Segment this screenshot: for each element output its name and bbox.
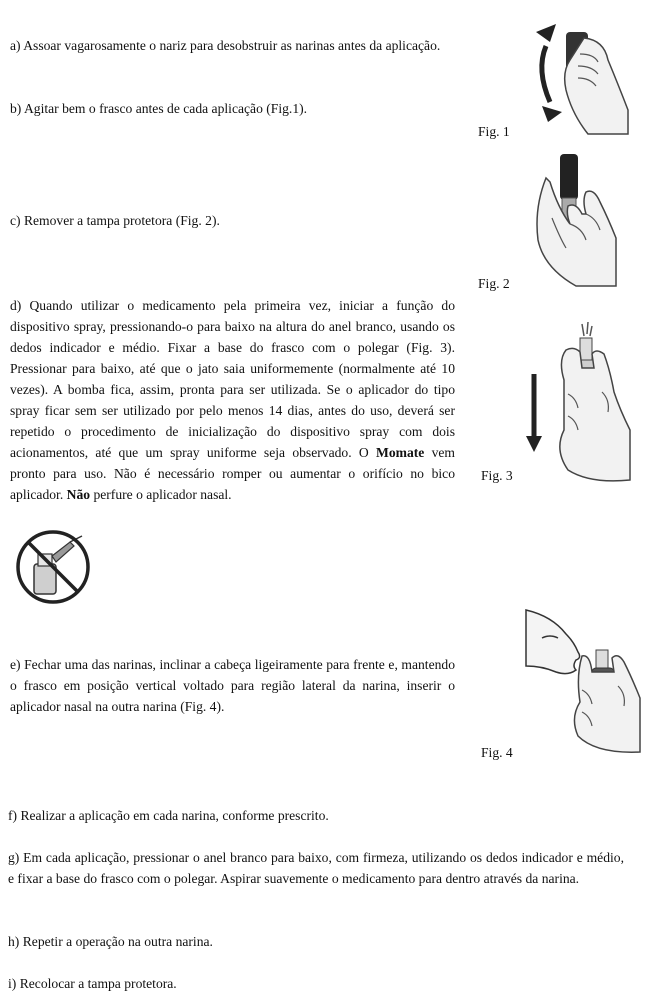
step-d-text-2: vem pronto para uso. Não é necessário romper ou aumentar o orifício no bico aplicador. [10, 445, 455, 502]
step-c: c) Remover a tampa protetora (Fig. 2). [10, 213, 220, 228]
fig2-caption: Fig. 2 [478, 276, 510, 291]
step-d-text-1: d) Quando utilizar o medicamento pela primeira vez, iniciar a função do dispositivo spray, pressionando-o para baixo na altura do anel branco, usando os dedos indicador e médio. Fixar a base do frasco com o polegar (Fig. 3). Pressionar para baixo, até que o jato saia uniformemente (normalmente até 10 vezes). A bomba fica, assim, pronta para ser utilizada. Se o aplicador do tipo spray ficar sem ser utilizado por pelo menos 14 dias, antes do uso, deverá ser repetido o procedimento de inicialização do dispositivo spray com dois acionamentos, até que um spray uniforme seja observado. O [10, 298, 455, 460]
fig3-caption: Fig. 3 [481, 468, 513, 483]
step-a: a) Assoar vagarosamente o nariz para desobstruir as narinas antes da aplicação. [10, 38, 441, 53]
step-e: e) Fechar uma das narinas, inclinar a cabeça ligeiramente para frente e, mantendo o frasco em posição vertical voltado para região lateral da narina, inserir o aplicador nasal na outra narina (Fig. 4). [10, 657, 455, 714]
fig3-priming-illustration [524, 320, 632, 484]
step-f: f) Realizar a aplicação em cada narina, conforme prescrito. [8, 808, 329, 823]
step-i: i) Recolocar a tampa protetora. [8, 976, 177, 991]
do-not-pierce-icon [12, 528, 94, 606]
step-b: b) Agitar bem o frasco antes de cada aplicação (Fig.1). [10, 101, 308, 116]
fig2-remove-cap-illustration [516, 148, 620, 288]
step-d-text-3: perfure o aplicador nasal. [90, 487, 232, 502]
fig1-caption: Fig. 1 [478, 124, 510, 139]
step-d [10, 295, 455, 505]
fig1-shake-illustration [528, 10, 632, 136]
fig4-application-illustration [522, 606, 642, 756]
fig4-caption: Fig. 4 [481, 745, 513, 760]
step-g: g) Em cada aplicação, pressionar o anel branco para baixo, com firmeza, utilizando os dedos indicador e médio, e fixar a base do frasco com o polegar. Aspirar suavemente o medicamento para dentro através da narina. [8, 850, 624, 886]
warning-word: Não [66, 487, 91, 502]
step-h: h) Repetir a operação na outra narina. [8, 934, 213, 949]
brand-name: Momate [376, 445, 425, 460]
